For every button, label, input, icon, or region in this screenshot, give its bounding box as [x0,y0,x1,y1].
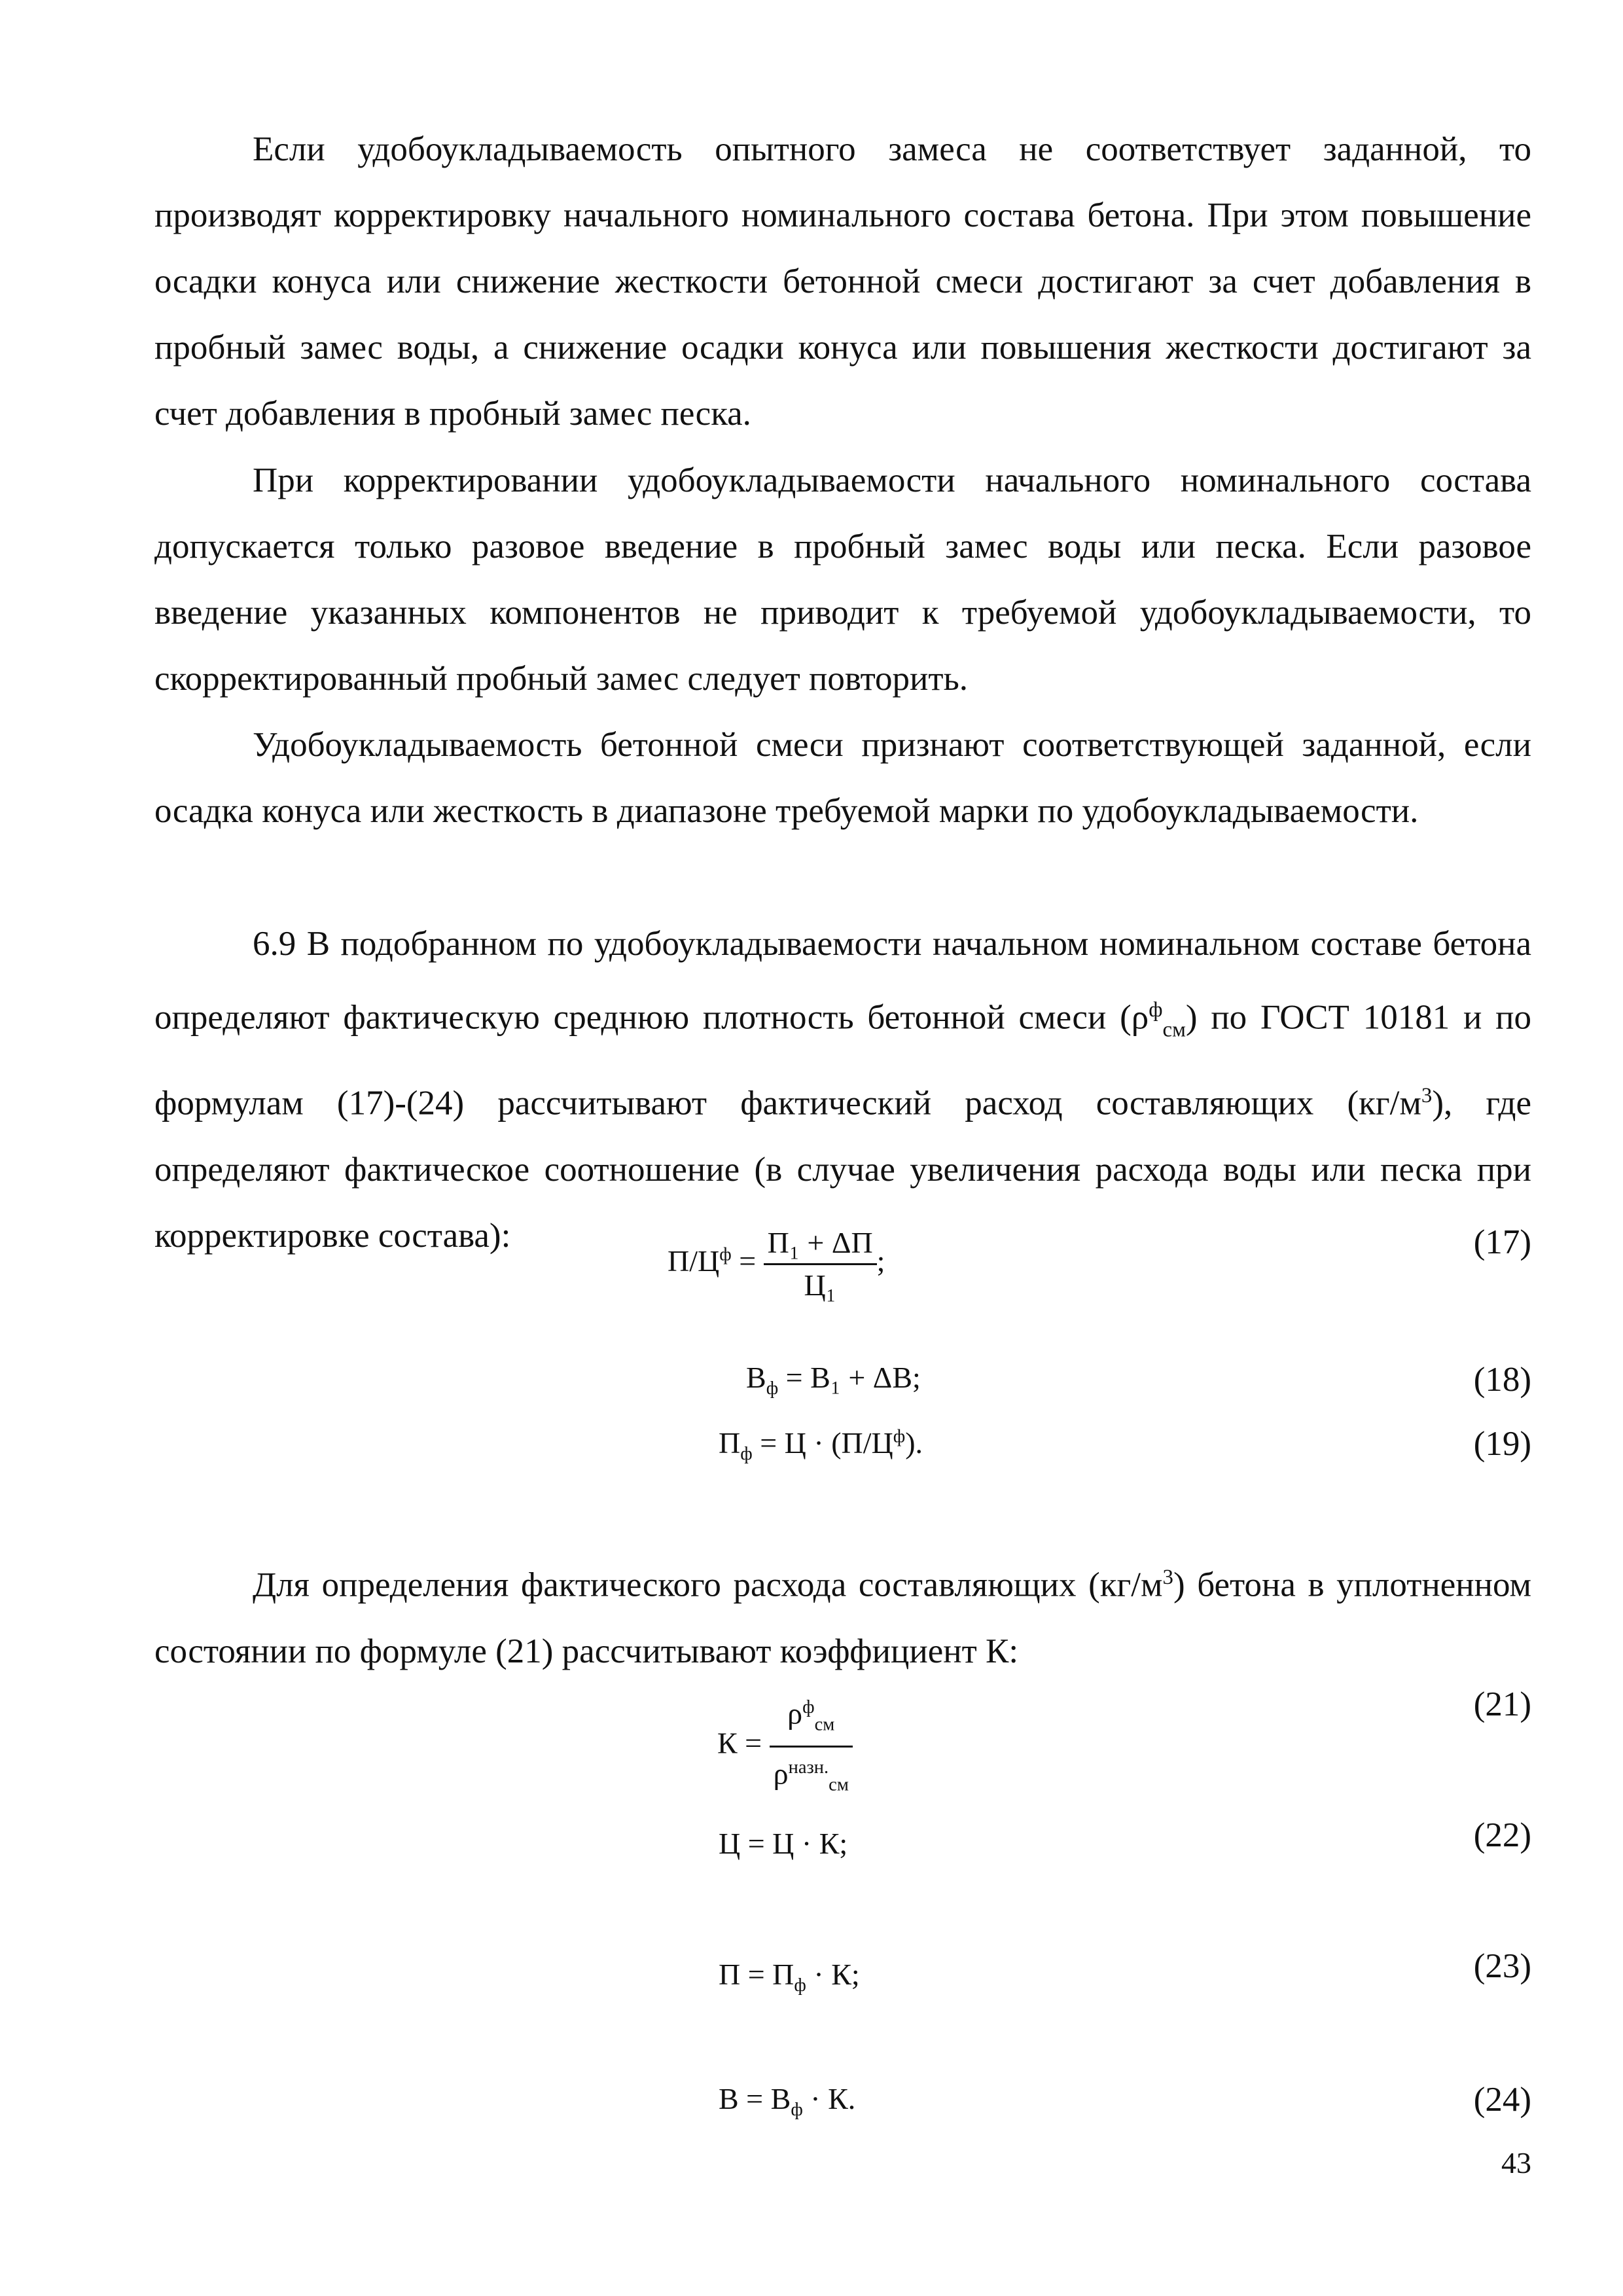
f17-lhs-sup: ф [719,1244,732,1265]
f21-den-sub: см [829,1774,849,1795]
f21-num-sub: см [814,1714,835,1735]
equation-number-18: (18) [1473,1361,1531,1399]
p5-sup-3: 3 [1162,1566,1173,1589]
formula-18 [746,1360,921,1399]
p4-sup-3: 3 [1421,1084,1433,1108]
equation-number-17: (17) [1473,1223,1531,1261]
f17-lhs: П/Ц [668,1244,720,1278]
f21-lhs: К = [717,1726,770,1760]
p5-text-a: Для определения фактического расхода составляющих (кг/м [253,1566,1163,1604]
f17-denominator: Ц₁ [804,1268,836,1302]
f21-denominator [770,1748,853,1806]
f23-sub: ф [794,1975,806,1996]
f19-a: П [719,1426,741,1460]
f21-den-rho: ρ [773,1756,789,1790]
f21-numerator [770,1687,853,1748]
formula-23 [719,1957,860,1996]
f24-a: В = В [719,2082,791,2115]
paragraph-workability-accepted: Удобоукладываемость бетонной смеси признают соответствующей заданной, если осадка конуса или жесткость в диапазоне требуемой марки по удобоукладываемости. [154,726,1531,830]
equation-number-22: (22) [1473,1816,1531,1854]
equation-number-21: (21) [1473,1685,1531,1723]
formula-17: $П/Ц^ф$ = $\frac{\text{П₁ + ΔП}}{\text{Ц₁}}$ ; [668,1223,885,1306]
f19-b: = Ц · (П/Ц [752,1426,893,1460]
f19-tail: ). [905,1426,923,1460]
f17-numerator: П₁ + ΔП [764,1223,877,1265]
formula-19 [719,1426,923,1465]
f18-b: = В₁ + ΔВ [778,1361,913,1394]
p4-text-c: ), где определяют фактическое соотношение (в случае увеличения расхода воды или песка при корректировке состава): [154,1084,1531,1255]
f17-fraction [764,1223,877,1306]
equation-number-24: (24) [1473,2081,1531,2119]
page-number: 43 [1501,2146,1531,2179]
paragraph-workability-correction: Если удобоукладываемость опытного замеса не соответствует заданной, то производят корректировку начального номинального состава бетона. При этом повышение осадки конуса или снижение жесткости бетонной смеси достигают за счет добавления в пробный замес воды, а снижение осадки конуса или повышения жесткости достигают за счет добавления в пробный замес песка. [154,130,1531,433]
f19-sup: ф [893,1426,906,1447]
f24-b: · К. [802,2082,856,2115]
p5-text-b: ) бетона в уплотненном состоянии по формуле (21) рассчитывают коэффициент К: [154,1566,1531,1670]
f21-num-rho: ρ [787,1696,803,1731]
p4-text-a: 6.9 В подобранном по удобоукладываемости начальном номинальном составе бетона определяют фактическую среднюю плотность бетонной смеси (ρ [154,925,1531,1037]
formula-22: Ц = Ц · К; [719,1827,848,1860]
paragraph-6-9 [154,911,1531,1269]
paragraph-coefficient-k [154,1545,1531,1685]
formula-24 [719,2081,855,2121]
f21-fraction [770,1687,853,1805]
f21-den-sup: назн. [788,1757,829,1778]
f18-sub: ф [766,1378,779,1399]
f19-sub: ф [740,1444,753,1465]
f24-sub: ф [791,2100,803,2121]
f18-tail: ; [912,1361,921,1394]
formula-21 [717,1687,853,1805]
equation-number-23: (23) [1473,1947,1531,1985]
f23-a: П = П [719,1958,794,1991]
p4-text-b: ) по ГОСТ 10181 и по формулам (17)-(24) рассчитывают фактический расход составляющих (кг/м [154,998,1531,1122]
paragraph-single-addition: При корректировании удобоукладываемости начального номинального состава допускается только разовое введение в пробный замес воды или песка. Если разовое введение указанных компонентов не приводит к требуемой удобоукладываемости, то скорректированный пробный замес следует повторить. [154,461,1531,698]
f18-a: В [746,1361,766,1394]
p4-sub-sm: см [1162,1018,1186,1042]
f17-tail: ; [876,1244,885,1278]
equation-number-19: (19) [1473,1425,1531,1463]
f21-num-sup: ф [802,1697,815,1717]
f23-b: · К; [806,1958,860,1991]
p4-sup-f: ф [1149,998,1163,1022]
